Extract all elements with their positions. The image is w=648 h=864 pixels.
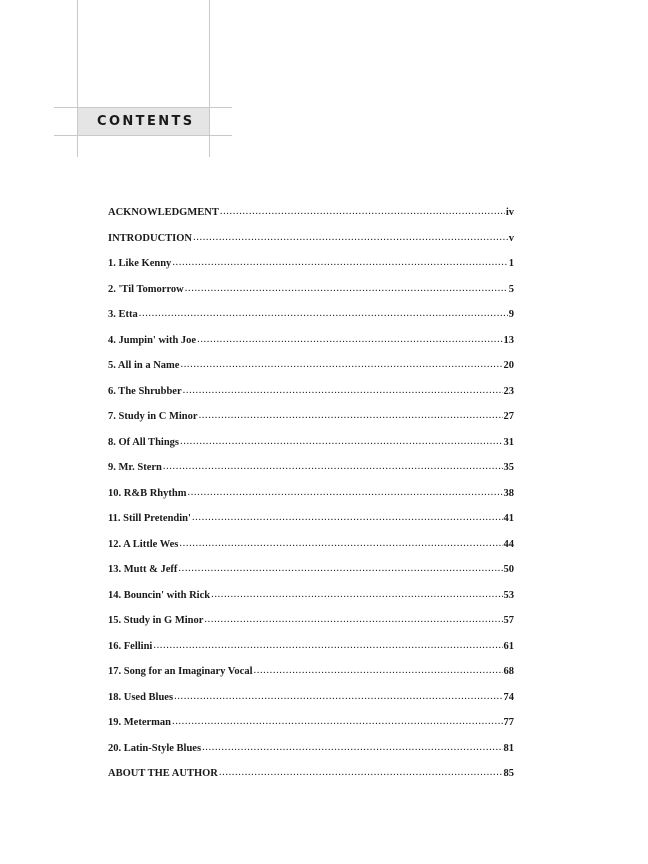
toc-dot-leader [254, 664, 503, 678]
toc-entry-page-number: 35 [503, 462, 514, 473]
toc-entry-page-number: 68 [503, 666, 514, 677]
toc-entry-title: 4. Jumpin' with Joe [108, 334, 197, 346]
toc-entry-page-number: 41 [503, 513, 514, 524]
toc-entry[interactable] [108, 359, 514, 385]
toc-entry-title: 10. R&B Rhythm [108, 487, 187, 499]
toc-entry[interactable] [108, 563, 514, 589]
toc-dot-leader [178, 562, 502, 576]
toc-entry[interactable] [108, 283, 514, 309]
toc-entry-page-number: 44 [503, 538, 514, 550]
toc-dot-leader [163, 460, 503, 474]
toc-entry-page-number: 61 [503, 640, 514, 652]
toc-entry-page-number: 53 [503, 589, 514, 601]
toc-entry[interactable] [108, 512, 514, 538]
toc-entry-page-number: v [508, 232, 514, 244]
toc-entry-title: 7. Study in C Minor [108, 411, 198, 422]
toc-dot-leader [183, 384, 503, 398]
toc-dot-leader [193, 231, 508, 245]
toc-entry-title: 9. Mr. Stern [108, 462, 162, 473]
toc-dot-leader [211, 588, 502, 602]
toc-entry-page-number: 77 [503, 717, 514, 728]
toc-entry-title: 20. Latin-Style Blues [108, 742, 202, 754]
toc-entry-page-number: 57 [503, 615, 514, 626]
toc-entry-page-number: 1 [508, 258, 514, 269]
toc-entry-title: 1. Like Kenny [108, 258, 172, 269]
toc-entry-page-number: 81 [503, 742, 514, 754]
toc-dot-leader [187, 486, 502, 500]
toc-entry-title: 3. Etta [108, 309, 138, 320]
toc-entry-page-number: 20 [503, 360, 514, 371]
toc-entry-page-number: 85 [503, 768, 514, 779]
toc-dot-leader [202, 741, 502, 755]
table-of-contents [108, 206, 514, 793]
toc-entry-page-number: 9 [508, 309, 514, 320]
toc-entry-page-number: 13 [503, 334, 514, 346]
toc-entry[interactable] [108, 665, 514, 691]
toc-entry-page-number: 38 [503, 487, 514, 499]
toc-dot-leader [192, 511, 503, 525]
toc-dot-leader [174, 690, 502, 704]
toc-dot-leader [199, 409, 503, 423]
toc-dot-leader [219, 766, 503, 780]
toc-entry[interactable] [108, 461, 514, 487]
toc-entry-title: 11. Still Pretendin' [108, 513, 191, 524]
toc-dot-leader [179, 537, 502, 551]
toc-entry[interactable] [108, 716, 514, 742]
toc-entry[interactable] [108, 257, 514, 283]
crop-mark-vertical-right [209, 0, 210, 157]
toc-entry-title: 8. Of All Things [108, 436, 179, 448]
toc-entry[interactable] [108, 385, 514, 411]
toc-dot-leader [220, 205, 505, 219]
page-title: CONTENTS [97, 114, 195, 129]
crop-mark-horizontal-bottom [54, 135, 232, 136]
toc-entry-page-number: 23 [503, 385, 514, 397]
toc-entry-title: 16. Fellini [108, 640, 153, 652]
toc-entry-title: 19. Meterman [108, 717, 171, 728]
toc-entry-title: INTRODUCTION [108, 232, 193, 244]
toc-entry[interactable] [108, 487, 514, 513]
toc-entry-title: 14. Bouncin' with Rick [108, 589, 211, 601]
toc-entry[interactable] [108, 742, 514, 768]
toc-dot-leader [185, 282, 508, 296]
toc-entry[interactable] [108, 589, 514, 615]
toc-entry[interactable] [108, 232, 514, 258]
toc-entry[interactable] [108, 410, 514, 436]
toc-dot-leader [139, 307, 508, 321]
toc-dot-leader [204, 613, 502, 627]
toc-entry[interactable] [108, 640, 514, 666]
toc-dot-leader [172, 715, 503, 729]
toc-entry-page-number: 50 [503, 564, 514, 575]
toc-entry-title: 18. Used Blues [108, 691, 174, 703]
toc-entry-title: 5. All in a Name [108, 360, 180, 371]
toc-entry-title: 17. Song for an Imaginary Vocal [108, 666, 253, 677]
toc-entry-title: 2. 'Til Tomorrow [108, 283, 184, 295]
toc-entry-title: 6. The Shrubber [108, 385, 182, 397]
toc-entry-title: ABOUT THE AUTHOR [108, 768, 218, 779]
toc-entry-page-number: 31 [503, 436, 514, 448]
toc-entry[interactable] [108, 614, 514, 640]
toc-entry[interactable] [108, 436, 514, 462]
toc-entry-page-number: 74 [503, 691, 514, 703]
toc-entry-title: 13. Mutt & Jeff [108, 564, 178, 575]
toc-entry-title: 15. Study in G Minor [108, 615, 204, 626]
toc-entry[interactable] [108, 334, 514, 360]
toc-entry-page-number: 27 [503, 411, 514, 422]
toc-entry[interactable] [108, 538, 514, 564]
toc-dot-leader [180, 435, 503, 449]
toc-entry-page-number: iv [505, 207, 514, 218]
toc-dot-leader [172, 256, 507, 270]
toc-entry-title: ACKNOWLEDGMENT [108, 207, 219, 218]
toc-entry[interactable] [108, 767, 514, 793]
toc-dot-leader [197, 333, 502, 347]
toc-entry[interactable] [108, 691, 514, 717]
toc-entry-page-number: 5 [508, 283, 514, 295]
toc-dot-leader [153, 639, 502, 653]
toc-entry-title: 12. A Little Wes [108, 538, 179, 550]
toc-entry[interactable] [108, 308, 514, 334]
toc-entry[interactable] [108, 206, 514, 232]
toc-dot-leader [180, 358, 502, 372]
